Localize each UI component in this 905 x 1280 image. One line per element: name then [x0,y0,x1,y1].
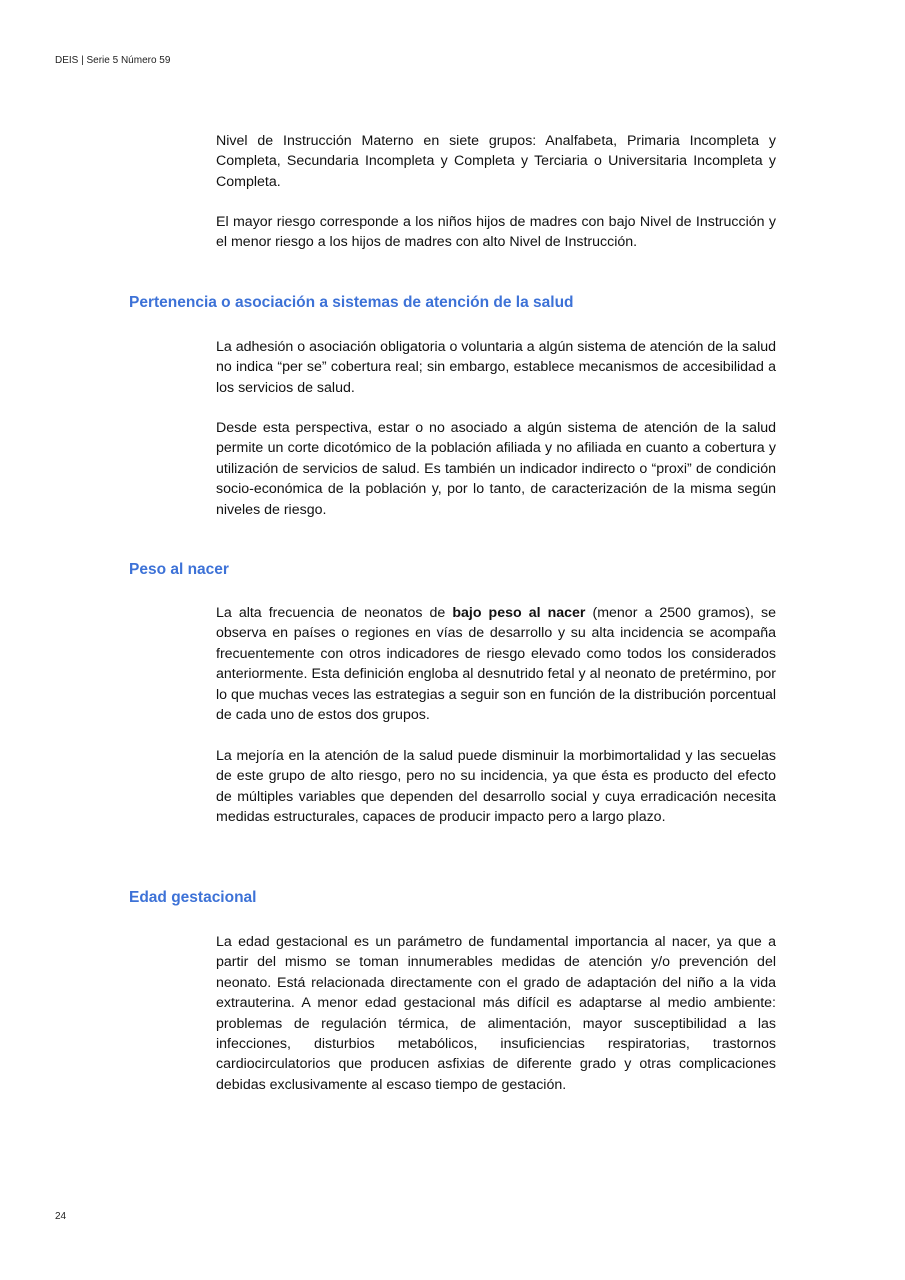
intro-paragraph-1: Nivel de Instrucción Materno en siete grupos: Analfabeta, Primaria Incompleta y Completa, Secundaria Incompleta y Completa y Terciaria o Universitaria Incompleta y Completa. [216,133,776,190]
running-header: DEIS | Serie 5 Número 59 [55,55,171,66]
section-heading-salud: Pertenencia o asociación a sistemas de atención de la salud [129,294,574,311]
peso-paragraph-1 [216,603,776,725]
peso-p1-lead: La alta frecuencia de neonatos de [216,605,453,621]
salud-paragraph-2: Desde esta perspectiva, estar o no asociado a algún sistema de atención de la salud permite un corte dicotómico de la población afiliada y no afiliada en cuanto a cobertura y utilización de servicios de salud. Es también un indicador indirecto o “proxi” de condición socio-económica de la población y, por lo tanto, de caracterización de la misma según niveles de riesgo. [216,420,776,518]
intro-paragraph-2: El mayor riesgo corresponde a los niños hijos de madres con bajo Nivel de Instrucción y el menor riesgo a los hijos de madres con alto Nivel de Instrucción. [216,214,776,251]
peso-p1-bold-term: bajo peso al nacer [452,605,586,621]
section-heading-peso: Peso al nacer [129,561,229,578]
peso-paragraph-2: La mejoría en la atención de la salud puede disminuir la morbimortalidad y las secuelas de este grupo de alto riesgo, pero no su incidencia, ya que ésta es producto del efecto de múltiples variables que dependen del desarrollo social y cuya erradicación necesita medidas estructurales, capaces de producir impacto pero a largo plazo. [216,748,776,826]
peso-p1-rest: (menor a 2500 gramos), se observa en países o regiones en vías de desarrollo y su alta incidencia se acompaña frecuentemente con otros indicadores de riesgo elevado como todos los considerados anteriormente. Esta definición engloba al desnutrido fetal y al neonato de pretérmino, por lo que muchas veces las estrategias a seguir son en función de la distribución porcentual de cada uno de estos dos grupos. [216,605,777,724]
salud-paragraph-1: La adhesión o asociación obligatoria o voluntaria a algún sistema de atención de la salud no indica “per se” cobertura real; sin embargo, establece mecanismos de accesibilidad a los servicios de salud. [216,339,776,396]
edad-paragraph-1: La edad gestacional es un parámetro de fundamental importancia al nacer, ya que a partir del mismo se toman innumerables medidas de atención y/o prevención del neonato. Está relacionada directamente con el grado de adaptación del niño a la vida extrauterina. A menor edad gestacional más difícil es adaptarse al medio ambiente: problemas de regulación térmica, de alimentación, mayor susceptibilidad a las infecciones, disturbios metabólicos, insuficiencias respiratorias, trastornos cardiocirculatorios que producen asfixias de diferente grado y otras complicaciones debidas exclusivamente al escaso tiempo de gestación. [216,934,776,1093]
page-number: 24 [55,1211,67,1222]
section-heading-edad: Edad gestacional [129,889,257,906]
